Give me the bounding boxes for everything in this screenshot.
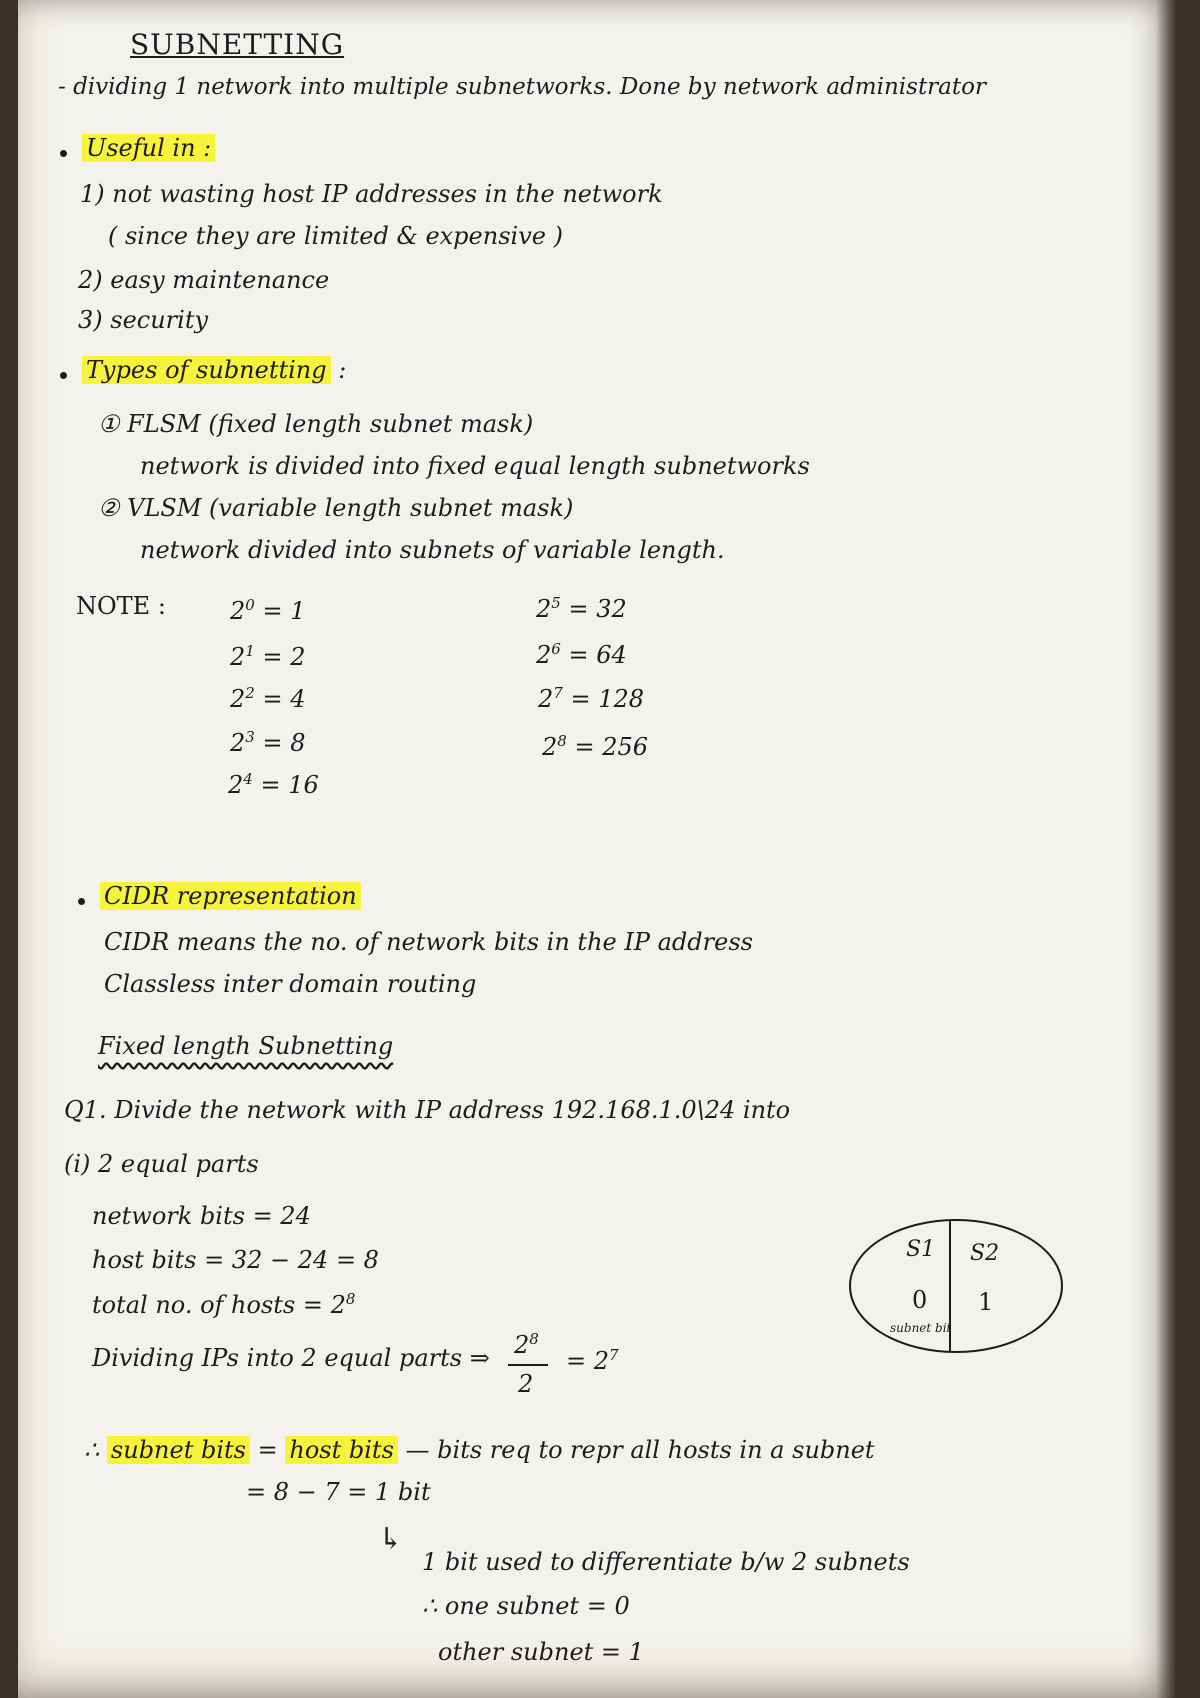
useful-item-2: 2) easy maintenance	[78, 266, 330, 294]
power-exponent: 6	[551, 640, 561, 658]
subnet-s1-label: S1	[906, 1237, 936, 1262]
subnet-bits-explanation: — bits req to repr all hosts in a subnet	[405, 1436, 875, 1464]
differentiate-line: 1 bit used to differentiate b/w 2 subnets	[422, 1548, 910, 1576]
power-exponent: 0	[245, 596, 255, 614]
useful-item-3: 3) security	[78, 306, 209, 334]
page-edge-shadow	[1156, 0, 1178, 1698]
fraction-result-exponent: 7	[609, 1346, 619, 1364]
bullet-dot	[78, 898, 85, 905]
power-value: 16	[288, 771, 319, 799]
types-colon: :	[338, 356, 347, 384]
power-row: $2^5 = 32$	[536, 594, 627, 623]
other-subnet-line: other subnet = 1	[438, 1638, 644, 1666]
fraction-result	[566, 1346, 619, 1376]
power-row: $2^1 = 2$	[230, 642, 306, 671]
power-row: $2^0 = 1$	[230, 596, 306, 625]
vlsm-description: network divided into subnets of variable length.	[140, 536, 725, 564]
bullet-dot	[60, 372, 67, 379]
power-exponent: 4	[243, 770, 253, 788]
vlsm-title: ② VLSM (variable length subnet mask)	[98, 494, 574, 522]
note-label: NOTE :	[76, 592, 166, 620]
power-value: 2	[290, 643, 306, 671]
total-hosts-text: total no. of hosts = 2	[92, 1291, 346, 1319]
total-hosts-line	[92, 1290, 355, 1320]
hook-arrow-icon: ↳	[378, 1522, 404, 1557]
subnet-bits-label: subnet bits	[107, 1436, 250, 1464]
power-exponent: 7	[553, 684, 563, 702]
useful-heading-text: Useful in :	[82, 134, 215, 162]
useful-item-1: 1) not wasting host IP addresses in the network	[80, 180, 663, 208]
notebook-page	[18, 0, 1178, 1698]
power-value: 64	[596, 641, 627, 669]
power-value: 1	[290, 597, 306, 625]
power-row: $2^8 = 256$	[542, 732, 649, 761]
equals-sign: =	[257, 1436, 278, 1464]
fraction-numerator-exponent: 8	[529, 1330, 539, 1348]
power-row: $2^4 = 16$	[228, 770, 319, 799]
power-value: 4	[290, 685, 306, 713]
power-row: $2^3 = 8$	[230, 728, 306, 757]
power-exponent: 1	[245, 642, 255, 660]
power-exponent: 2	[245, 684, 255, 702]
subnet-circle-outline	[850, 1220, 1062, 1352]
useful-heading	[82, 134, 215, 163]
fraction-result-base: = 2	[566, 1347, 610, 1375]
bullet-dot	[60, 150, 67, 157]
types-heading-text: Types of subnetting	[82, 356, 331, 384]
dividing-line: Dividing IPs into 2 equal parts ⇒	[92, 1344, 490, 1372]
host-bits-label: host bits	[285, 1436, 398, 1464]
power-value: 8	[290, 729, 306, 757]
power-row: $2^7 = 128$	[538, 684, 645, 713]
fraction-numerator-base: 2	[514, 1331, 530, 1359]
flsm-title: ① FLSM (fixed length subnet mask)	[98, 410, 534, 438]
subnet-s2-label: S2	[970, 1241, 1000, 1266]
power-value: 256	[602, 733, 649, 761]
power-exponent: 5	[551, 594, 561, 612]
power-value: 32	[596, 595, 627, 623]
one-subnet-line: ∴ one subnet = 0	[422, 1592, 630, 1620]
page-title: SUBNETTING	[130, 28, 345, 61]
cidr-line-2: Classless inter domain routing	[104, 970, 477, 998]
cidr-heading-text: CIDR representation	[100, 882, 361, 910]
question-part: (i) 2 equal parts	[64, 1150, 259, 1178]
subnet-bit-caption: subnet bit	[890, 1321, 952, 1335]
power-row: $2^6 = 64$	[536, 640, 627, 669]
intro-line: - dividing 1 network into multiple subnetworks. Done by network administrator	[58, 74, 986, 100]
network-bits-line: network bits = 24	[92, 1202, 311, 1230]
subnet-circle-diagram	[846, 1216, 1066, 1356]
useful-item-1-note: ( since they are limited & expensive )	[108, 222, 563, 250]
subnet-s1-bit: 0	[912, 1286, 928, 1314]
flsm-description: network is divided into fixed equal length subnetworks	[140, 452, 810, 480]
therefore-symbol: ∴	[84, 1436, 100, 1464]
cidr-line-1: CIDR means the no. of network bits in the IP address	[104, 928, 753, 956]
types-heading	[82, 356, 346, 385]
cidr-heading	[100, 882, 361, 911]
power-row: $2^2 = 4$	[230, 684, 306, 713]
subnet-bits-calc: = 8 − 7 = 1 bit	[246, 1478, 431, 1506]
question-line: Q1. Divide the network with IP address 192.168.1.0\24 into	[64, 1096, 791, 1124]
subnet-bits-line	[84, 1436, 875, 1465]
power-value: 128	[598, 685, 645, 713]
power-exponent: 8	[557, 732, 567, 750]
fraction-numerator	[514, 1330, 539, 1360]
subnet-s2-bit: 1	[978, 1288, 994, 1316]
fraction-bar	[508, 1364, 548, 1366]
host-bits-line: host bits = 32 − 24 = 8	[92, 1246, 379, 1274]
power-exponent: 3	[245, 728, 255, 746]
fixed-length-heading: Fixed length Subnetting	[98, 1032, 394, 1060]
fraction-denominator: 2	[518, 1370, 534, 1398]
total-hosts-exponent: 8	[345, 1290, 356, 1308]
